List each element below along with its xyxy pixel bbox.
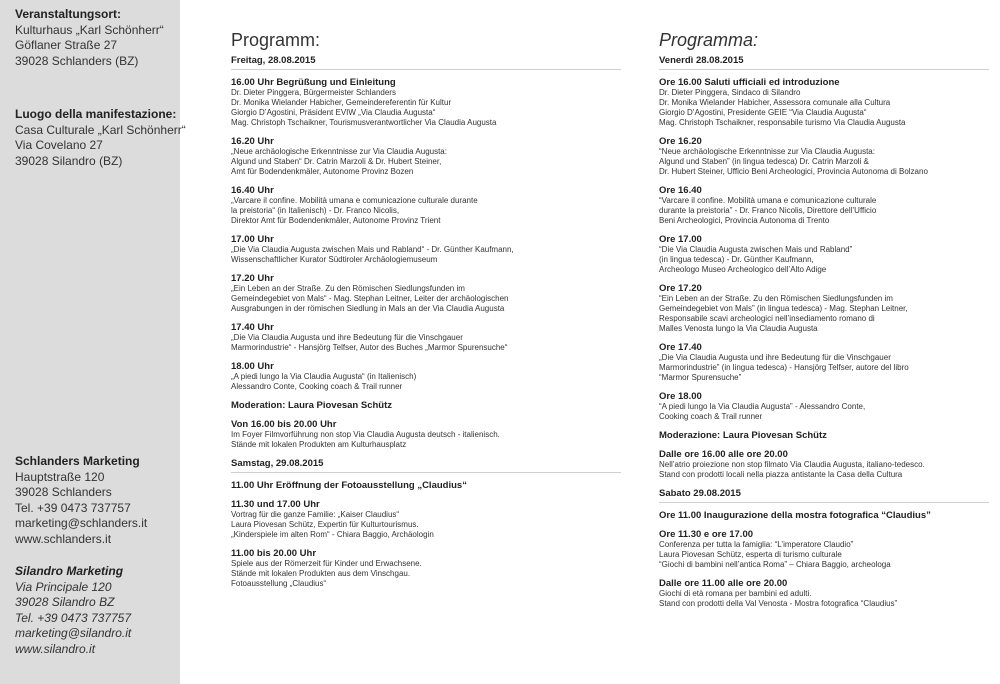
phone-text: Tel. +39 0473 737757 <box>15 500 131 515</box>
program-item-line: Wissenschaftlicher Kurator Südtiroler Archäologiemuseum <box>231 255 438 264</box>
day-heading: Sabato 29.08.2015 <box>659 488 989 503</box>
program-list-it <box>659 55 989 609</box>
program-item-time: Dalle ore 11.00 alle ore 20.00 <box>659 578 788 589</box>
program-item-time: 16.00 Uhr Begrüßung und Einleitung <box>231 77 396 88</box>
program-item <box>231 136 621 177</box>
program-item-time: Ore 17.40 <box>659 342 702 353</box>
venue-it-line: 39028 Silandro (BZ) <box>15 153 123 168</box>
website-link[interactable]: www.silandro.it <box>15 641 96 656</box>
program-list-de <box>231 55 621 589</box>
program-item-line: Ausgrabungen in der römischen Siedlung in Mals an der Via Claudia Augusta <box>231 304 505 313</box>
address-line: 39028 Schlanders <box>15 485 112 500</box>
program-item-line: Cooking coach & Trail runner <box>659 412 763 421</box>
program-item-line: Algund und Staben“ Dr. Catrin Marzoli & Dr. Hubert Steiner, <box>231 157 442 166</box>
program-item <box>231 322 621 353</box>
program-item <box>659 578 989 609</box>
program-item-time: 17.20 Uhr <box>231 273 274 284</box>
program-item-line: la preistoria“ (in Italienisch) - Dr. Franco Nicolis, <box>231 206 400 215</box>
program-item-line: „Ein Leben an der Straße. Zu den Römischen Siedlungsfunden im <box>231 284 465 293</box>
program-title-it: Programma: <box>659 30 759 50</box>
program-item-line: (in lingua tedesca) - Dr. Günther Kaufmann, <box>659 255 814 264</box>
program-item-time: 18.00 Uhr <box>231 361 274 372</box>
program-item-line: Dr. Monika Wielander Habicher, Assessora comunale alla Cultura <box>659 98 891 107</box>
program-column-it <box>659 30 989 617</box>
address-line: 39028 Silandro BZ <box>15 595 115 610</box>
program-item-time: Ore 17.20 <box>659 283 702 294</box>
day-heading: Freitag, 28.08.2015 <box>231 55 621 70</box>
program-item-line: „Varcare il confine. Mobilità umana e comunicazione culturale durante <box>231 196 478 205</box>
program-item <box>659 185 989 226</box>
program-item <box>231 77 621 128</box>
program-item <box>231 419 621 450</box>
program-item-time: 17.40 Uhr <box>231 322 274 333</box>
program-item-line: „Neue archäologische Erkenntnisse zur Via Claudia Augusta: <box>231 147 447 156</box>
program-item-line: Laura Piovesan Schütz, esperta di turismo culturale <box>659 550 842 559</box>
program-item-line: Giochi di età romana per bambini ed adulti. <box>659 589 812 598</box>
program-item-line: Stand con prodotti della Val Venosta - Mostra fotografica “Claudius” <box>659 599 898 608</box>
program-item <box>659 510 989 521</box>
program-item-line: “Die Via Claudia Augusta zwischen Mais und Rabland” <box>659 245 853 254</box>
marketing-de-heading: Schlanders Marketing <box>15 454 140 468</box>
email-link[interactable]: marketing@silandro.it <box>15 626 132 641</box>
program-item-line: Laura Piovesan Schütz, Expertin für Kulturtourismus. <box>231 520 419 529</box>
program-item-line: “Ein Leben an der Straße. Zu den Römischen Siedlungsfunden im <box>659 294 893 303</box>
program-item-line: “Neue archäologische Erkenntnisse zur Via Claudia Augusta: <box>659 147 875 156</box>
program-item-time: 17.00 Uhr <box>231 234 274 245</box>
program-item-time: 11.30 und 17.00 Uhr <box>231 499 320 510</box>
program-item-line: Conferenza per tutta la famiglia: “L’imperatore Claudio” <box>659 540 854 549</box>
program-item-line: Beni Archeologici, Provincia Autonoma di Trento <box>659 216 830 225</box>
program-item-time: Ore 11.30 e ore 17.00 <box>659 529 754 540</box>
program-item-line: Dr. Hubert Steiner, Ufficio Beni Archeologici, Provincia Autonoma di Bolzano <box>659 167 928 176</box>
program-item-time: Ore 16.20 <box>659 136 702 147</box>
program-item-line: Gemeindegebiet von Mals“ - Mag. Stephan Leitner, Leiter der archäologischen <box>231 294 509 303</box>
program-item-line: Responsabile scavi archeologici nell’insediamento romano di <box>659 314 875 323</box>
program-item-time: Ore 17.00 <box>659 234 702 245</box>
venue-it-heading: Luogo della manifestazione: <box>15 107 177 121</box>
program-item <box>659 77 989 128</box>
venue-it-line: Casa Culturale „Karl Schönherr“ <box>15 122 186 137</box>
program-item-time: Moderation: Laura Piovesan Schütz <box>231 400 392 411</box>
program-item <box>659 391 989 422</box>
program-item <box>231 480 621 491</box>
program-item <box>659 449 989 480</box>
program-item-time: Moderazione: Laura Piovesan Schütz <box>659 430 827 441</box>
program-item-line: Alessandro Conte, Cooking coach & Trail runner <box>231 382 403 391</box>
program-item <box>659 136 989 177</box>
venue-de-line: 39028 Schlanders (BZ) <box>15 53 139 68</box>
program-item-line: Giorgio D’Agostini, Presidente GEIE “Via Claudia Augusta“ <box>659 108 867 117</box>
program-item <box>659 529 989 570</box>
venue-it <box>15 107 186 169</box>
program-item-time: 11.00 Uhr Eröffnung der Fotoausstellung „Claudius“ <box>231 480 467 491</box>
program-item-line: Gemeindegebiet von Mals” (in lingua tedesca) - Mag. Stephan Leitner, <box>659 304 908 313</box>
program-item-line: Stände mit lokalen Produkten am Kulturhausplatz <box>231 440 407 449</box>
program-item-line: Archeologo Museo Archeologico dell’Alto Adige <box>659 265 827 274</box>
program-item-line: Marmorindustrie“ - Hansjörg Telfser, Autor des Buches „Marmor Spurensuche“ <box>231 343 508 352</box>
program-column-de <box>231 30 621 597</box>
address-line: Hauptstraße 120 <box>15 469 105 484</box>
program-item-line: Mag. Christoph Tschaikner, responsabile turismo Via Claudia Augusta <box>659 118 906 127</box>
program-item-line: Nell’atrio proiezione non stop filmato Via Claudia Augusta, italiano-tedesco. <box>659 460 925 469</box>
program-item-line: „Kinderspiele im alten Rom“ - Chiara Baggio, Archäologin <box>231 530 434 539</box>
program-item-time: Dalle ore 16.00 alle ore 20.00 <box>659 449 788 460</box>
program-item-line: Spiele aus der Römerzeit für Kinder und Erwachsene. <box>231 559 422 568</box>
program-item <box>659 283 989 334</box>
program-item-line: durante la preistoria” - Dr. Franco Nicolis, Direttore dell’Ufficio <box>659 206 877 215</box>
program-title-de: Programm: <box>231 30 321 50</box>
program-item <box>231 499 621 540</box>
program-item-time: 16.20 Uhr <box>231 136 274 147</box>
program-item-line: Dr. Dieter Pinggera, Bürgermeister Schlanders <box>231 88 396 97</box>
program-item-time: Von 16.00 bis 20.00 Uhr <box>231 419 337 430</box>
program-item-line: Stände mit lokalen Produkten aus dem Vinschgau. <box>231 569 411 578</box>
program-item-line: Stand con prodotti locali nella piazza antistante la Casa della Cultura <box>659 470 903 479</box>
program-item <box>231 234 621 265</box>
marketing-it-heading: Silandro Marketing <box>15 564 124 578</box>
program-item-line: “A piedi lungo la Via Claudia Augusta” - Alessandro Conte, <box>659 402 866 411</box>
venue-de-line: Kulturhaus „Karl Schönherr“ <box>15 22 164 37</box>
program-item-line: Fotoausstellung „Claudius“ <box>231 579 327 588</box>
program-item <box>231 273 621 314</box>
venue-de-heading: Veranstaltungsort: <box>15 7 122 21</box>
program-item-line: “Marmor Spurensuche” <box>659 373 742 382</box>
program-item-time: Ore 16.40 <box>659 185 702 196</box>
program-item-time: Ore 11.00 Inaugurazione della mostra fotografica “Claudius” <box>659 510 931 521</box>
program-item-line: „Die Via Claudia Augusta und ihre Bedeutung für die Vinschgauer <box>659 353 891 362</box>
program-item <box>659 342 989 383</box>
program-item-time: Ore 16.00 Saluti ufficiali ed introduzione <box>659 77 840 88</box>
day-heading: Venerdì 28.08.2015 <box>659 55 989 70</box>
sidebar <box>0 0 186 684</box>
program-item-line: „A piedi lungo la Via Claudia Augusta“ (in Italienisch) <box>231 372 417 381</box>
address-line: Via Principale 120 <box>15 579 112 594</box>
program-item-line: Giorgio D’Agostini, Präsident EVIW „Via Claudia Augusta“ <box>231 108 436 117</box>
program-item-time: 16.40 Uhr <box>231 185 274 196</box>
program-item-line: Vortrag für die ganze Familie: „Kaiser Claudius“ <box>231 510 400 519</box>
program-item-line: Algund und Staben” (in lingua tedesca) Dr. Catrin Marzoli & <box>659 157 869 166</box>
program-item <box>659 234 989 275</box>
venue-it-line: Via Covelano 27 <box>15 138 103 153</box>
program-item-line: Amt für Bodendenkmäler, Autonome Provinz Bozen <box>231 167 414 176</box>
program-item-line: Marmorindustrie” (in lingua tedesca) - Hansjörg Telfser, autore del libro <box>659 363 909 372</box>
program-item <box>231 185 621 226</box>
program-item-line: Dr. Dieter Pinggera, Sindaco di Silandro <box>659 88 801 97</box>
email-link[interactable]: marketing@schlanders.it <box>15 516 148 531</box>
marketing-it <box>15 564 131 658</box>
program-item-line: Mag. Christoph Tschaikner, Tourismusverantwortlicher Via Claudia Augusta <box>231 118 497 127</box>
program-item <box>231 400 621 411</box>
venue-de-line: Göflaner Straße 27 <box>15 38 118 53</box>
program-item-line: „Die Via Claudia Augusta zwischen Mais und Rabland“ - Dr. Günther Kaufmann, <box>231 245 514 254</box>
program-item <box>231 548 621 589</box>
day-heading: Samstag, 29.08.2015 <box>231 458 621 473</box>
program-item-line: Direktor Amt für Bodendenkmäler, Autonome Provinz Trient <box>231 216 441 225</box>
marketing-de <box>15 454 147 548</box>
program-item-time: Ore 18.00 <box>659 391 702 402</box>
phone-text: Tel. +39 0473 737757 <box>15 610 131 625</box>
program-item-line: Im Foyer Filmvorführung non stop Via Claudia Augusta deutsch - italienisch. <box>231 430 500 439</box>
program-item-line: “Varcare il confine. Mobilità umana e comunicazione culturale <box>659 196 877 205</box>
program-item <box>231 361 621 392</box>
website-link[interactable]: www.schlanders.it <box>15 531 112 546</box>
program-item-line: “Giochi di bambini nell’antica Roma” – Chiara Baggio, archeologa <box>659 560 891 569</box>
program-item-time: 11.00 bis 20.00 Uhr <box>231 548 317 559</box>
venue-de <box>15 7 164 69</box>
program-item-line: „Die Via Claudia Augusta und ihre Bedeutung für die Vinschgauer <box>231 333 463 342</box>
program-item <box>659 430 989 441</box>
program-item-line: Malles Venosta lungo la Via Claudia Augusta <box>659 324 818 333</box>
program-item-line: Dr. Monika Wielander Habicher, Gemeindereferentin für Kultur <box>231 98 452 107</box>
